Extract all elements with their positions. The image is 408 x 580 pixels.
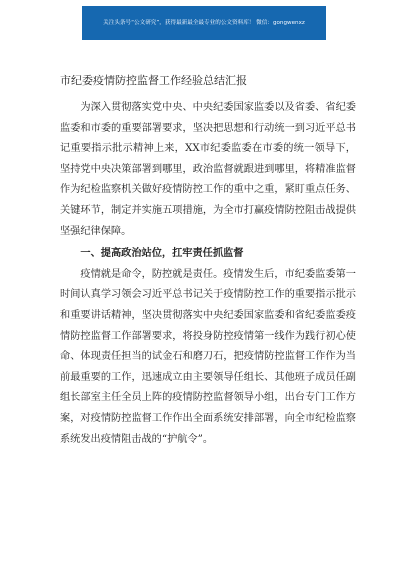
intro-paragraph: 为深入贯彻落实党中央、中央纪委国家监委以及省委、省纪委监委和市委的重要部署要求，坚决把思想和行动统一到习近平总书记重要指示批示精神上来，XX市纪委监委在市委的统一领导下，坚持党中央决策部署到哪里，政治监督就跟进到哪里，将精准监督作为纪检监察机关做好疫情防控工作的重中之重，紧盯重点任务、关键环节，制定并实施五项措施，为全市打赢疫情防控阻击战提供坚强纪律保障。: [60, 102, 356, 237]
document-body: [60, 72, 356, 450]
promo-banner-text: 关注头条号“公文研究”，获得最新最全最专业的公文资料库！ 微信：gongwenxz: [103, 20, 305, 26]
section-paragraph: 疫情就是命令，防控就是责任。疫情发生后，市纪委监委第一时间认真学习领会习近平总书记关于疫情防控工作的重要指示批示和重要讲话精神，坚决贯彻落实中央纪委国家监委和省纪委监委疫情防控监督工作部署要求，将投身防控疫情第一线作为践行初心使命、体现责任担当的试金石和磨刀石，把疫情防控监督工作作为当前最重要的工作，迅速成立由主要领导任组长、其他班子成员任副组长部室主任全员上阵的疫情防控监督领导小组，出台专门工作方案，对疫情防控监督工作作出全面系统安排部署，向全市纪检监察系统发出疫情阻击战的“护航令”。: [60, 268, 356, 445]
promo-banner[interactable]: [82, 6, 326, 40]
document-title: 市纪委疫情防控监督工作经验总结汇报: [60, 74, 247, 87]
section-heading: 一、提高政治站位，扛牢责任抓监督: [80, 248, 244, 260]
